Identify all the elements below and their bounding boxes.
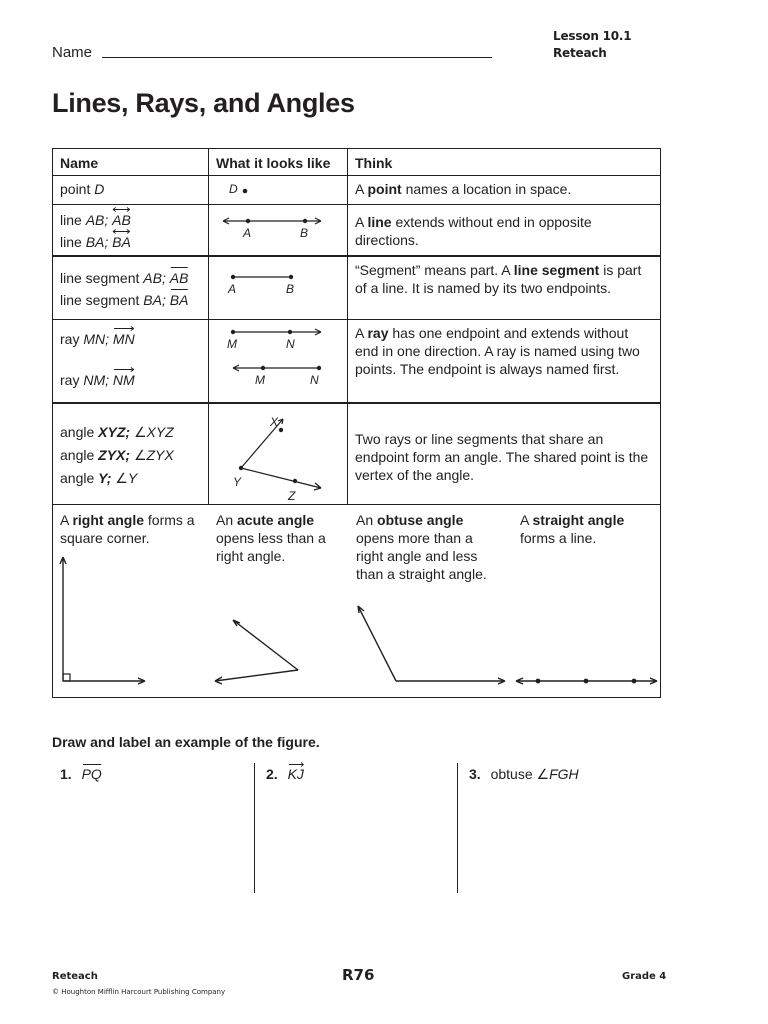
acute-angle-ray-up (233, 620, 298, 670)
line-point-a (246, 219, 250, 223)
exercise-1[interactable]: 1. PQ (60, 766, 102, 782)
footer-reteach: Reteach (52, 971, 98, 982)
ray-nm-label-m: M (255, 373, 265, 387)
segment-point-a (231, 275, 235, 279)
ray-nm-point-n (317, 366, 321, 370)
angle-diagram (209, 404, 333, 504)
ray-think: A ray has one endpoint and extends without end in one direction. A ray is named using two points. The endpoint is always named first. (348, 320, 661, 404)
segment-label-b: B (286, 282, 295, 296)
ray-figure (209, 320, 348, 404)
angle-types-cell (53, 505, 661, 698)
angle-label-y: Y (233, 475, 242, 489)
acute-angle-ray-left (215, 670, 298, 684)
line-symbol-ba: BA (112, 233, 131, 251)
segment-point-b (289, 275, 293, 279)
exercise-divider-1 (254, 763, 255, 893)
ray-name (53, 320, 209, 404)
table-row-segment (53, 256, 661, 320)
line-label-a: A (243, 226, 252, 240)
ray-symbol-nm: NM (113, 371, 135, 389)
line-think: A line extends without end in opposite directions. (348, 205, 661, 257)
line-name-ba: line BA; BA (60, 233, 201, 251)
exercise-3[interactable]: 3. obtuse ∠FGH (469, 766, 579, 782)
lesson-number: Lesson 10.1 (553, 29, 632, 43)
table-row-angle-types (53, 505, 661, 698)
table-header-row (53, 149, 661, 176)
angle-label-x: X (270, 415, 279, 429)
angle-types-diagram (53, 505, 662, 697)
segment-name (53, 256, 209, 320)
segment-figure (209, 256, 348, 320)
ray-mn-arrow (233, 329, 321, 335)
page-number: R76 (342, 966, 375, 984)
ray-nm-arrow (233, 365, 321, 371)
lesson-type: Reteach (553, 46, 607, 60)
acute-angle-desc: An acute angle opens less than a right angle. (216, 512, 326, 564)
segment-diagram (209, 257, 333, 319)
ray-nm-point-m (261, 366, 265, 370)
straight-angle-desc: A straight angle forms a line. (520, 512, 625, 546)
ray-name-nm: ray NM; NM (60, 371, 201, 389)
point-dot (243, 189, 248, 194)
exercise-2[interactable]: 2. KJ (266, 766, 304, 782)
ray-mn-point-n (288, 330, 292, 334)
right-angle-vertical-ray (60, 557, 66, 681)
point-think: A point names a location in space. (348, 176, 661, 205)
reference-table (52, 148, 661, 698)
segment-label-a: A (228, 282, 237, 296)
angle-figure (209, 403, 348, 505)
table-row-point (53, 176, 661, 205)
line-name (53, 205, 209, 257)
right-angle-desc: A right angle forms a square corner. (60, 512, 195, 546)
right-angle-horizontal-ray (63, 678, 145, 684)
ray-symbol-mn: MN (113, 330, 135, 348)
segment-think: “Segment” means part. A line segment is part of a line. It is named by its two endpoints. (348, 256, 661, 320)
header-looks-like: What it looks like (209, 149, 348, 176)
obtuse-angle-desc: An obtuse angle opens more than a right angle and less than a straight angle. (356, 512, 487, 582)
exercise-1-segment-symbol: PQ (81, 766, 102, 782)
ray-nm-label-n: N (310, 373, 319, 387)
segment-symbol-ba: BA (169, 292, 189, 308)
header-name: Name (53, 149, 209, 176)
line-symbol-ab: AB (112, 211, 131, 229)
right-angle-marker (63, 674, 70, 681)
table-row-ray (53, 320, 661, 404)
straight-angle-vertex (584, 679, 589, 684)
table-row-angle (53, 403, 661, 505)
exercise-2-ray-symbol: KJ (288, 766, 304, 782)
lesson-label (553, 28, 631, 62)
angle-point-z (293, 479, 297, 483)
header-think: Think (348, 149, 661, 176)
point-figure (209, 176, 348, 205)
point-label-d: D (229, 182, 238, 196)
ray-diagram (209, 320, 333, 402)
line-name-ab: line AB; AB (60, 211, 201, 229)
footer-grade: Grade 4 (622, 971, 667, 982)
obtuse-angle-ray-up (358, 606, 396, 681)
angle-label-z: Z (288, 489, 296, 503)
point-name: point D (53, 176, 209, 205)
straight-angle-point-right (632, 679, 637, 684)
name-line[interactable] (102, 57, 492, 58)
line-diagram (209, 205, 333, 255)
name-label: Name (52, 44, 93, 61)
segment-symbol-ab: AB (169, 270, 189, 286)
table-row-line (53, 205, 661, 257)
angle-vertex-y (239, 466, 243, 470)
ray-mn-point-m (231, 330, 235, 334)
line-figure (209, 205, 348, 257)
angle-think: Two rays or line segments that share an endpoint form an angle. The shared point is the vertex of the angle. (348, 403, 661, 505)
ray-name-mn: ray MN; MN (60, 330, 201, 348)
page-title: Lines, Rays, and Angles (52, 88, 355, 118)
obtuse-angle-ray-right (396, 678, 505, 684)
angle-name (53, 403, 209, 505)
point-diagram (209, 176, 333, 204)
angle-ray-yz (241, 468, 321, 490)
ray-mn-label-n: N (286, 337, 295, 351)
exercise-divider-2 (457, 763, 458, 893)
angle-name-xyz: angle XYZ; ∠XYZ (60, 424, 174, 440)
line-label-b: B (300, 226, 309, 240)
angle-name-y: angle Y; ∠Y (60, 470, 138, 486)
segment-name-ab: line segment AB; AB (60, 270, 189, 286)
angle-name-zyx: angle ZYX; ∠ZYX (60, 447, 174, 463)
footer-copyright: © Houghton Mifflin Harcourt Publishing Company (52, 988, 226, 996)
ray-mn-label-m: M (227, 337, 237, 351)
angle-point-x (279, 428, 283, 432)
exercise-instructions: Draw and label an example of the figure. (52, 734, 320, 750)
straight-angle-point-left (536, 679, 541, 684)
line-point-b (303, 219, 307, 223)
segment-name-ba: line segment BA; BA (60, 292, 189, 308)
